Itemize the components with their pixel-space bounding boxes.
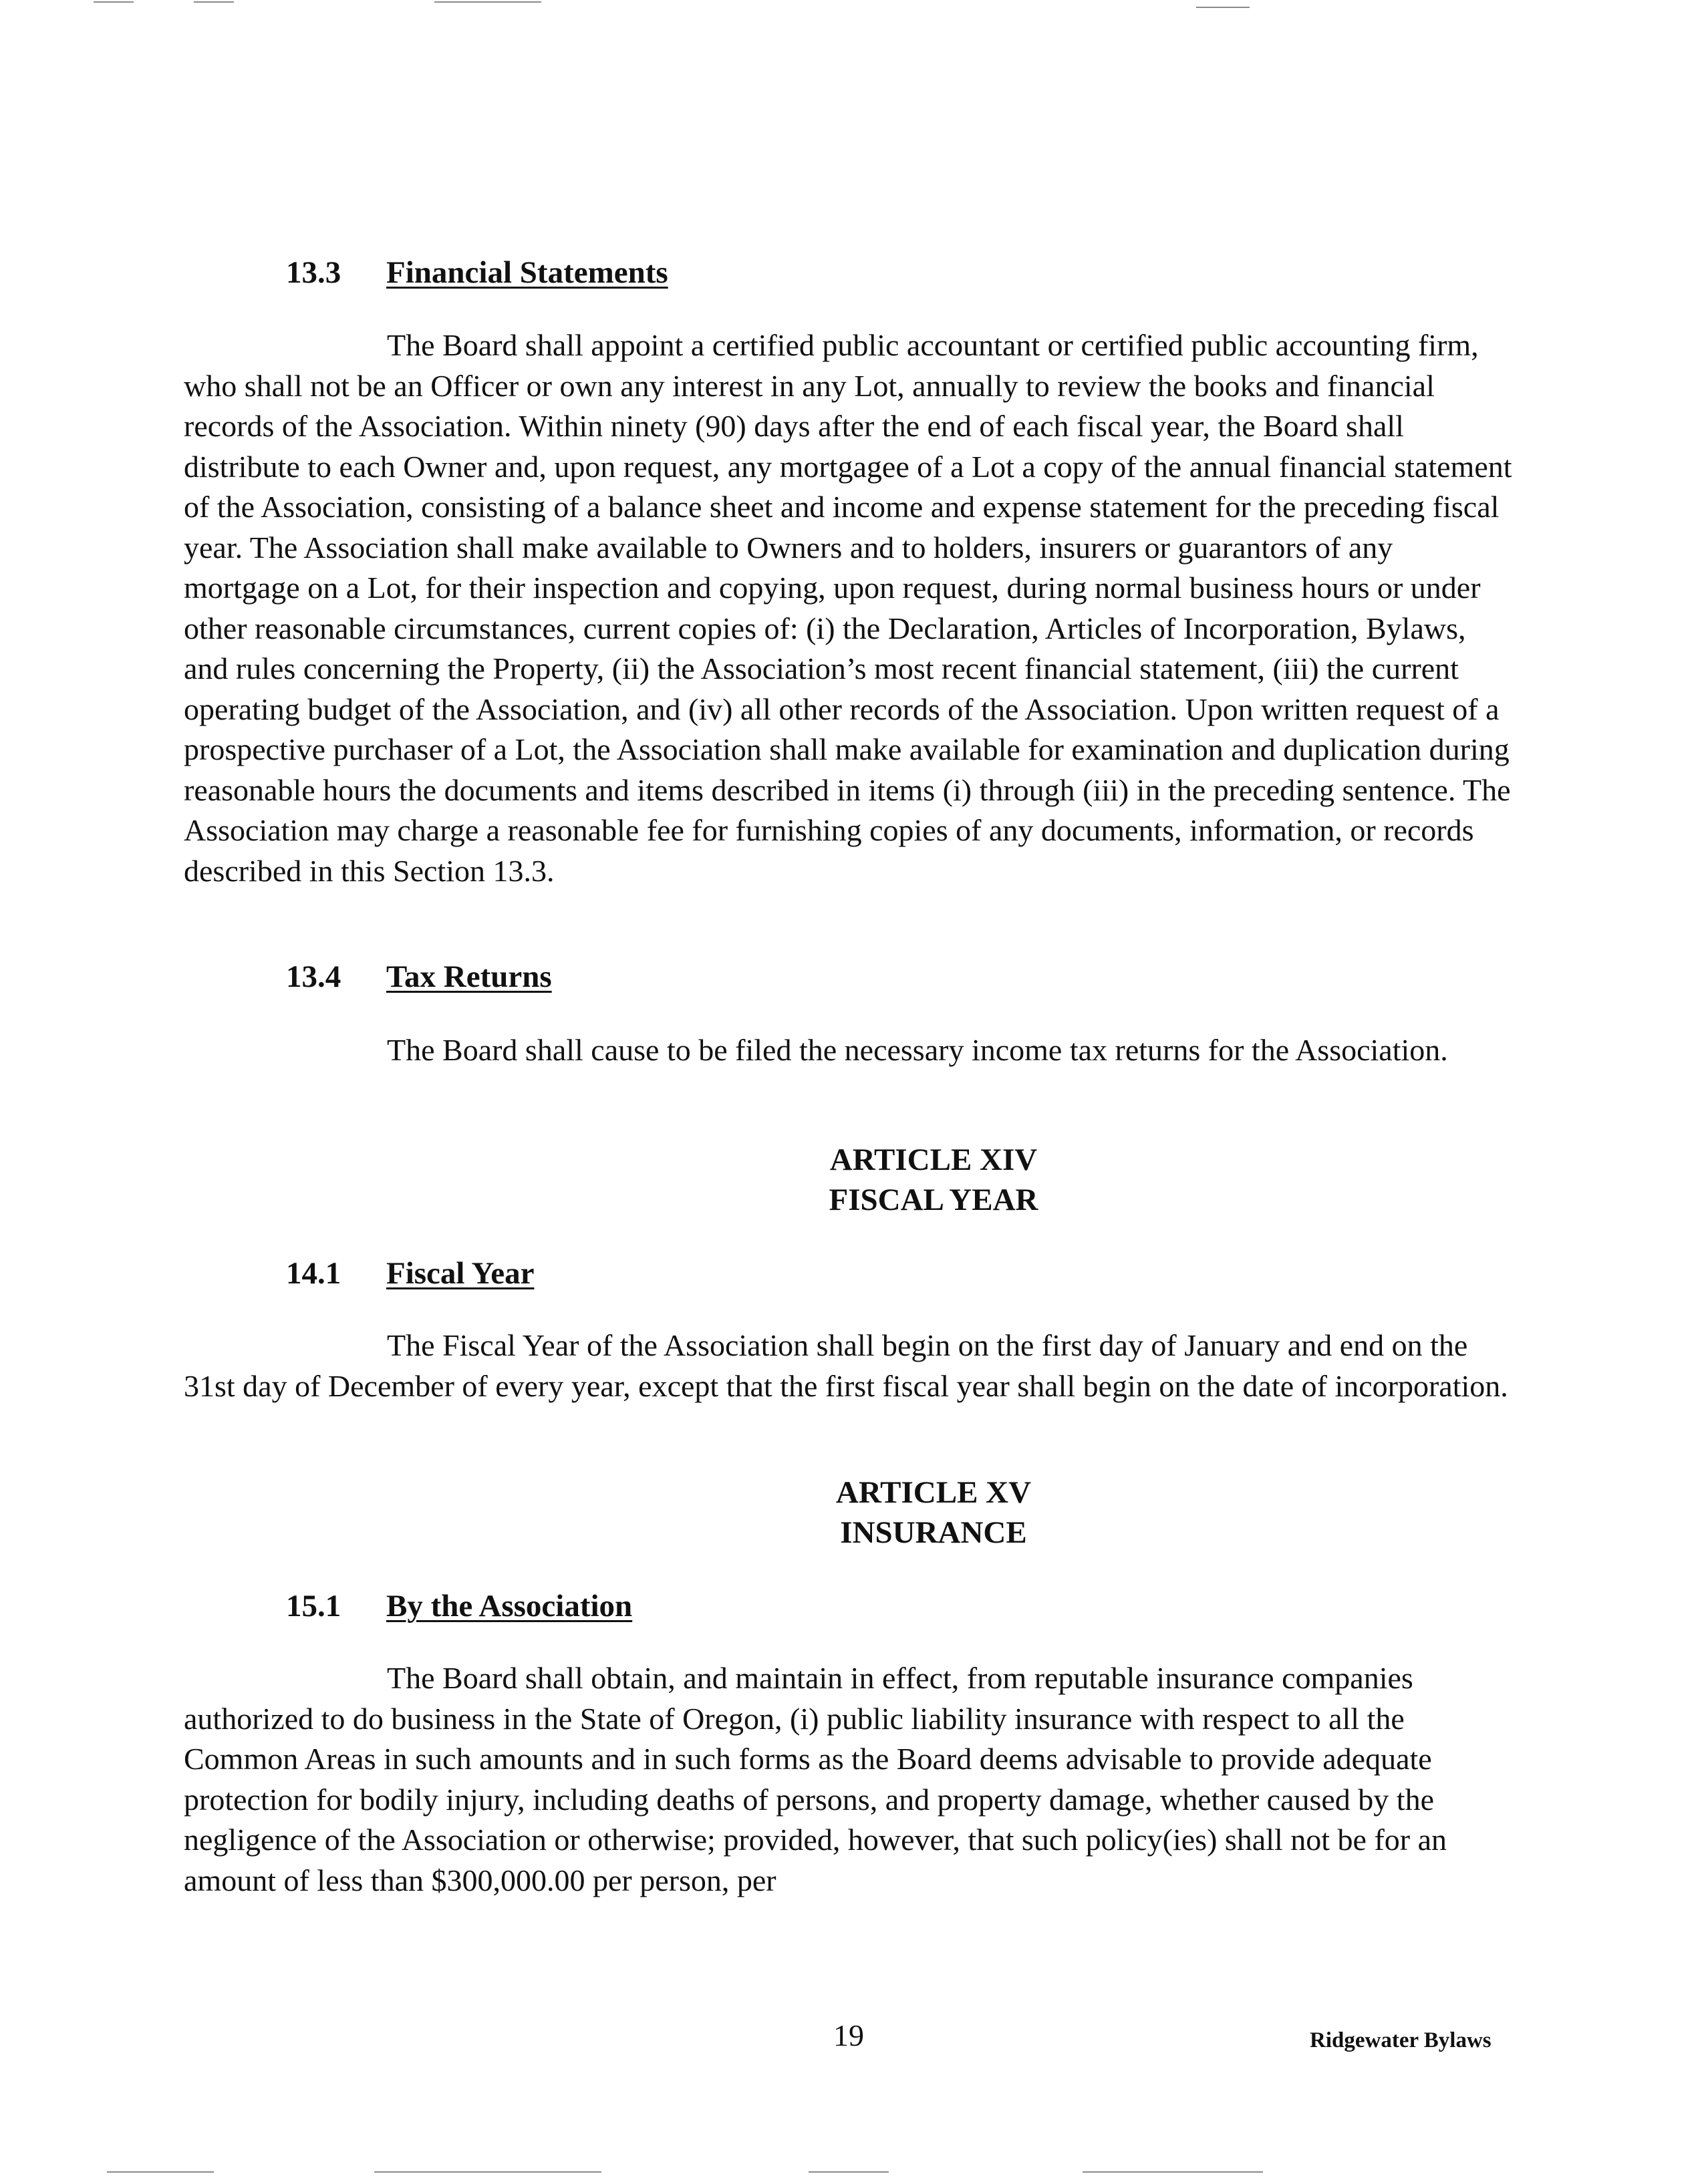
article-14-heading xyxy=(0,1140,1700,1220)
section-14-1-heading xyxy=(286,1253,534,1293)
section-13-3-body xyxy=(184,325,1514,891)
section-13-3-heading xyxy=(286,253,668,293)
scan-artifact xyxy=(94,1,134,3)
paragraph: The Fiscal Year of the Association shall begin on the first day of January and end on the 31st day of December of every year, except that the first fiscal year shall begin on the date of incorporation. xyxy=(184,1328,1508,1403)
section-number: 15.1 xyxy=(286,1589,341,1623)
section-title: Fiscal Year xyxy=(386,1256,535,1291)
section-13-4-heading xyxy=(286,957,552,997)
article-label: ARTICLE XIV xyxy=(829,1142,1038,1177)
article-title: INSURANCE xyxy=(840,1515,1027,1550)
paragraph: The Board shall cause to be filed the necessary income tax returns for the Association. xyxy=(387,1033,1448,1067)
paragraph: The Board shall appoint a certified public accountant or certified public accounting firm, who shall not be an Officer or own any interest in any Lot, annually to review the books and financial records of the Association. Within ninety (90) days after the end of each fiscal year, the Board shall distribute to each Owner and, upon request, any mortgagee of a Lot a copy of the annual financial statement of the Association, consisting of a balance sheet and income and expense statement for the preceding fiscal year. The Association shall make available to Owners and to holders, insurers or guarantors of any mortgage on a Lot, for their inspection and copying, upon request, during normal business hours or under other reasonable circumstances, current copies of: (i) the Declaration, Articles of Incorporation, Bylaws, and rules concerning the Property, (ii) the Association’s most recent financial statement, (iii) the current operating budget of the Association, and (iv) all other records of the Association. Upon written request of a prospective purchaser of a Lot, the Association shall make available for examination and duplication during reasonable hours the documents and items described in items (i) through (iii) in the preceding sentence. The Association may charge a reasonable fee for furnishing copies of any documents, information, or records described in this Section 13.3. xyxy=(184,328,1512,888)
section-14-1-body xyxy=(184,1325,1514,1406)
scan-artifact xyxy=(1196,7,1250,8)
scan-artifact xyxy=(809,2171,889,2173)
section-title: Tax Returns xyxy=(386,959,552,994)
document-name: Ridgewater Bylaws xyxy=(1310,2028,1492,2052)
page-number: 19 xyxy=(833,2018,864,2052)
section-number: 14.1 xyxy=(286,1256,341,1291)
article-15-heading xyxy=(0,1472,1700,1553)
section-15-1-heading xyxy=(286,1586,632,1626)
section-number: 13.3 xyxy=(286,255,341,290)
scan-artifact xyxy=(194,1,234,3)
section-title: By the Association xyxy=(386,1589,633,1623)
article-title: FISCAL YEAR xyxy=(829,1183,1038,1217)
paragraph: The Board shall obtain, and maintain in effect, from reputable insurance companies authorized to do business in the State of Oregon, (i) public liability insurance with respect to all the Common Areas in such amounts and in such forms as the Board deems advisable to provide adequate protection for bodily injury, including deaths of persons, and property damage, whether caused by the negligence of the Association or otherwise; provided, however, that such policy(ies) shall not be for an amount of less than $300,000.00 per person, per xyxy=(184,1661,1447,1897)
scan-artifact xyxy=(1083,2171,1263,2173)
scan-artifact xyxy=(374,2171,601,2173)
scan-artifact xyxy=(434,1,541,3)
article-label: ARTICLE XV xyxy=(835,1475,1032,1510)
scan-artifact xyxy=(107,2171,214,2173)
section-title: Financial Statements xyxy=(386,255,668,290)
section-13-4-body xyxy=(184,1030,1514,1071)
section-15-1-body xyxy=(184,1658,1514,1901)
section-number: 13.4 xyxy=(286,959,341,994)
